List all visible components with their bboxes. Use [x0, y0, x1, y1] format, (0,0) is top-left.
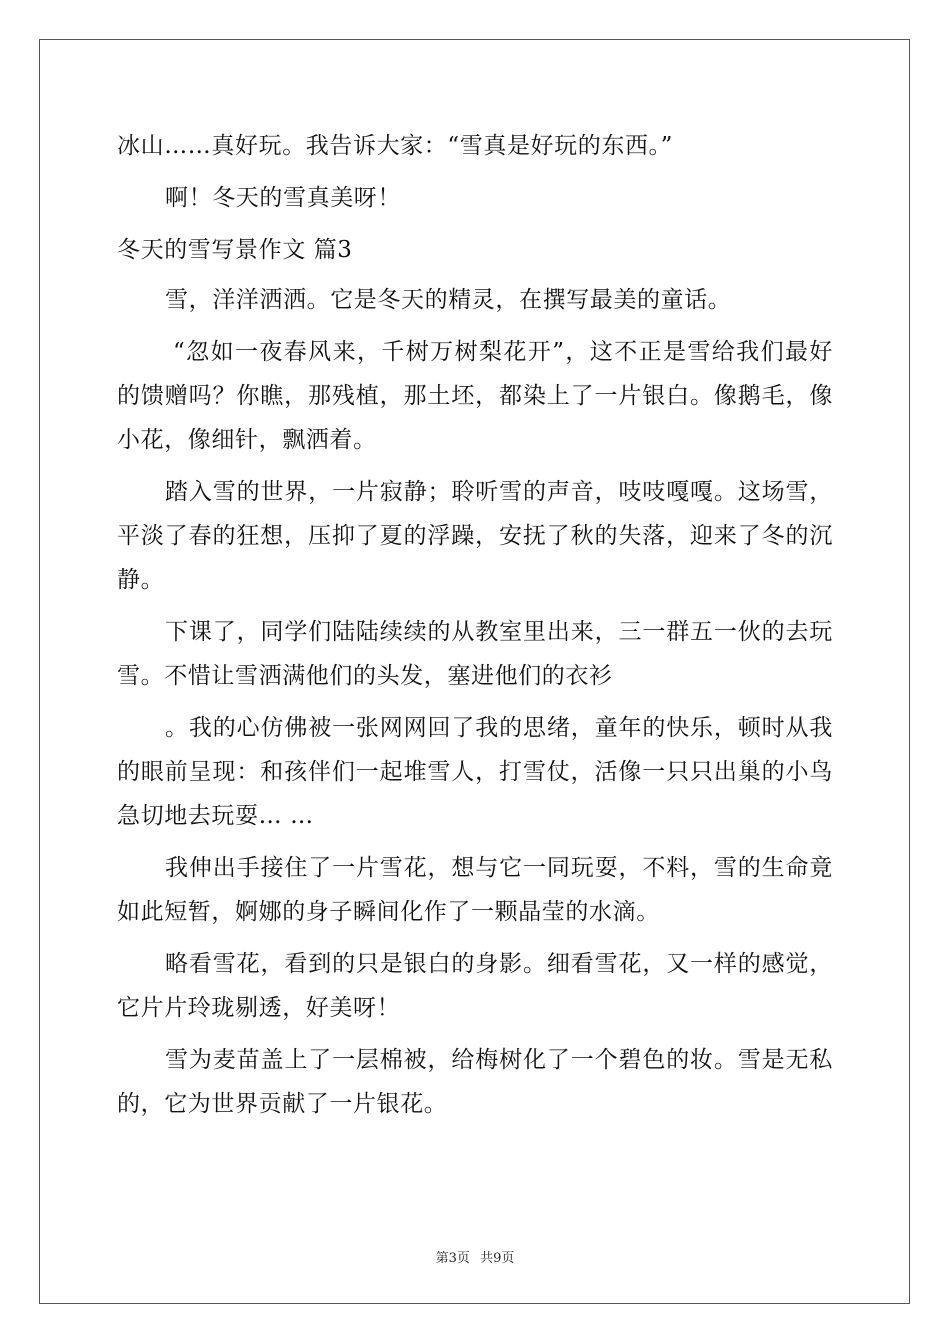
paragraph: 雪，洋洋洒洒。它是冬天的精灵，在撰写最美的童话。: [165, 287, 732, 313]
paragraph: 略看雪花，看到的只是银白的身影。细看雪花，又一样的感觉，它片片玲珑剔透，好美呀！: [117, 951, 833, 1021]
paragraph-continuation: 冰山……真好玩。我告诉大家：“雪真是好玩的东西。”: [117, 133, 674, 159]
page-footer: [0, 1247, 950, 1266]
paragraph: 踏入雪的世界，一片寂静；聆听雪的声音，吱吱嘎嘎。这场雪，平淡了春的狂想，压抑了夏的浮躁，安抚了秋的失落，迎来了冬的沉静。: [117, 479, 833, 593]
paragraph: 雪为麦苗盖上了一层棉被，给梅树化了一个碧色的妆。雪是无私的，它为世界贡献了一片银花。: [117, 1047, 833, 1117]
paragraph: 我伸出手接住了一片雪花，想与它一同玩耍，不料，雪的生命竟如此短暂，婀娜的身子瞬间化作了一颗晶莹的水滴。: [117, 855, 833, 925]
paragraph: “忽如一夜春风来，千树万树梨花开”，这不正是雪给我们最好的馈赠吗？你瞧，那残植，那土坯，都染上了一片银白。像鹅毛，像小花，像细针，飘洒着。: [117, 339, 833, 453]
page-total: 共9页: [480, 1251, 515, 1266]
paragraph: 啊！冬天的雪真美呀！: [165, 185, 401, 211]
document-body: [117, 124, 833, 1134]
page-number: 第3页: [435, 1251, 470, 1266]
paragraph: 下课了，同学们陆陆续续的从教室里出来，三一群五一伙的去玩雪。不惜让雪洒满他们的头发，塞进他们的衣衫: [117, 619, 833, 689]
paragraph: 。我的心仿佛被一张网网回了我的思绪，童年的快乐，顿时从我的眼前呈现：和孩伴们一起堆雪人，打雪仗，活像一只只出巢的小鸟急切地去玩耍… …: [117, 715, 833, 829]
section-heading: 冬天的雪写景作文 篇3: [117, 237, 353, 263]
